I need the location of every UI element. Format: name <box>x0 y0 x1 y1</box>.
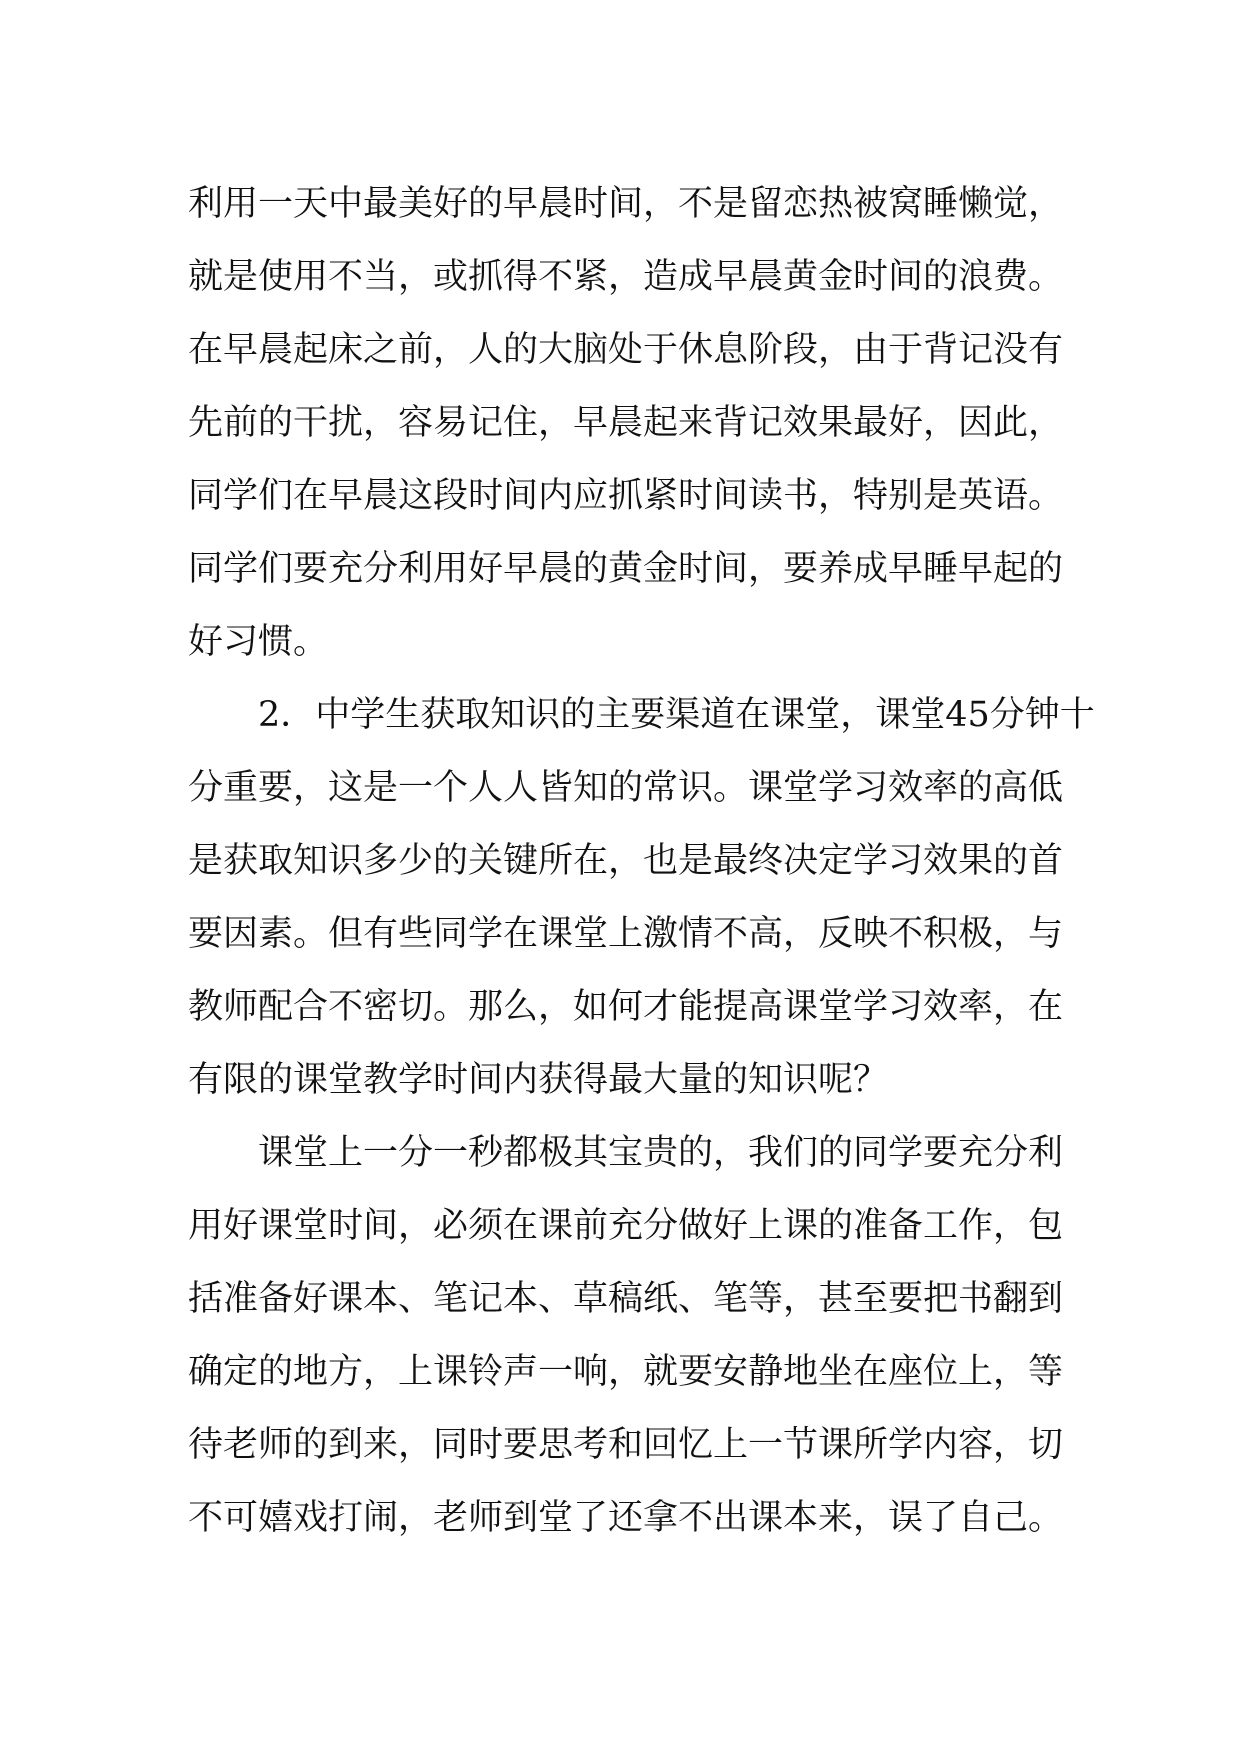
document-body <box>188 168 1095 1555</box>
text-line: 好习惯。 <box>188 622 329 662</box>
paragraph-3 <box>188 1117 1064 1555</box>
text-line: 有限的课堂教学时间内获得最大量的知识呢？ <box>188 1060 889 1100</box>
text-line: 教师配合不密切。那么，如何才能提高课堂学习效率，在 <box>188 987 1064 1027</box>
text-line: 利用一天中最美好的早晨时间，不是留恋热被窝睡懒觉， <box>188 184 1064 224</box>
text-line: 确定的地方，上课铃声一响，就要安静地坐在座位上，等 <box>188 1352 1064 1392</box>
text-line: 待老师的到来，同时要思考和回忆上一节课所学内容，切 <box>188 1425 1064 1465</box>
text-line: 同学们在早晨这段时间内应抓紧时间读书，特别是英语。 <box>188 476 1064 516</box>
text-line: 先前的干扰，容易记住，早晨起来背记效果最好，因此， <box>188 403 1064 443</box>
text-line: 在早晨起床之前，人的大脑处于休息阶段，由于背记没有 <box>188 330 1064 370</box>
text-line: 分重要，这是一个人人皆知的常识。课堂学习效率的高低 <box>188 768 1064 808</box>
text-line: 不可嬉戏打闹，老师到堂了还拿不出课本来，误了自己。 <box>188 1498 1064 1538</box>
text-line-first: 2．中学生获取知识的主要渠道在课堂，课堂45分钟十 <box>258 695 1095 735</box>
paragraph-2 <box>188 679 1095 1117</box>
paragraph-1 <box>188 168 1064 679</box>
text-line: 要因素。但有些同学在课堂上激情不高，反映不积极，与 <box>188 914 1064 954</box>
text-line: 是获取知识多少的关键所在，也是最终决定学习效果的首 <box>188 841 1064 881</box>
text-line: 用好课堂时间，必须在课前充分做好上课的准备工作，包 <box>188 1206 1064 1246</box>
text-line: 同学们要充分利用好早晨的黄金时间，要养成早睡早起的 <box>188 549 1064 589</box>
text-line-first: 课堂上一分一秒都极其宝贵的，我们的同学要充分利 <box>258 1133 1064 1173</box>
text-line: 就是使用不当，或抓得不紧，造成早晨黄金时间的浪费。 <box>188 257 1064 297</box>
text-line: 括准备好课本、笔记本、草稿纸、笔等，甚至要把书翻到 <box>188 1279 1064 1319</box>
